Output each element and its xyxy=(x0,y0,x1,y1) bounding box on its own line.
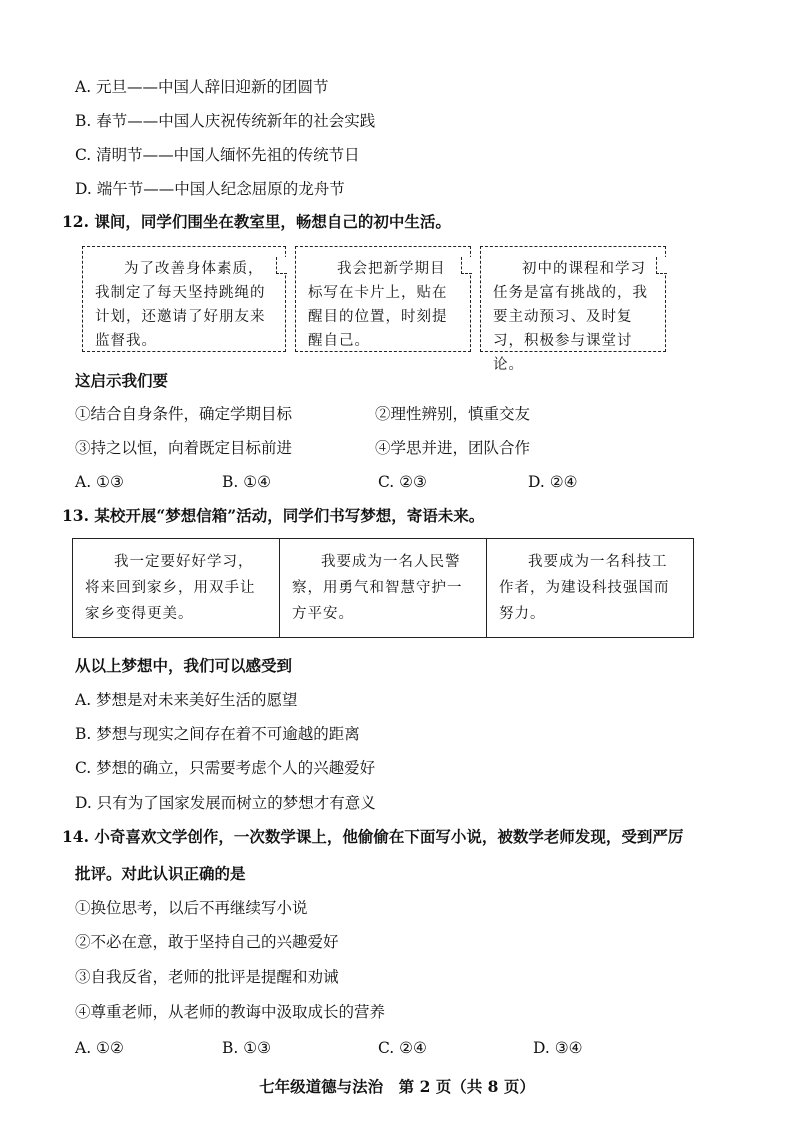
q12-item-1: ①结合自身条件，确定学期目标 xyxy=(75,405,293,423)
q14-item-2: ②不必在意，敢于坚持自己的兴趣爱好 xyxy=(75,933,339,951)
q14-stem-line2: 批评。对此认识正确的是 xyxy=(75,864,246,883)
q12-choice-d: D. ②④ xyxy=(528,473,578,491)
q13-cell-1-text: 我一定要好好学习，将来回到家乡，用双手让家乡变得更美。 xyxy=(85,554,256,622)
q13-cell-3 xyxy=(486,539,693,637)
q13-cell-2-text: 我要成为一名人民警察，用勇气和智慧守护一方平安。 xyxy=(292,554,463,622)
q13-cell-1 xyxy=(73,539,279,637)
q12-note-2-text: 我会把新学期目标写在卡片上，贴在醒目的位置，时刻提醒自己。 xyxy=(308,261,448,349)
q13-prompt: 从以上梦想中，我们可以感受到 xyxy=(75,656,293,675)
q13-option-a: A. 梦想是对未来美好生活的愿望 xyxy=(75,691,298,709)
q12-note-1-text: 为了改善身体素质，我制定了每天坚持跳绳的计划，还邀请了好朋友来监督我。 xyxy=(95,261,266,349)
q12-item-3: ③持之以恒，向着既定目标前进 xyxy=(75,439,293,457)
q12-note-3-text: 初中的课程和学习任务是富有挑战的，我要主动预习、及时复习，积极参与课堂讨论。 xyxy=(493,261,648,373)
q12-choice-c: C. ②③ xyxy=(378,473,427,491)
q13-dream-table xyxy=(72,538,694,638)
q14-choice-d: D. ③④ xyxy=(533,1039,583,1057)
q14-stem-line1: 14. 小奇喜欢文学创作，一次数学课上，他偷偷在下面写小说，被数学老师发现，受到严厉 xyxy=(62,827,684,846)
q13-option-d: D. 只有为了国家发展而树立的梦想才有意义 xyxy=(75,794,376,812)
page-footer: 七年级道德与法治 第 2 页（共 8 页） xyxy=(259,1077,535,1096)
q13-cell-2 xyxy=(279,539,486,637)
q14-choice-b: B. ①③ xyxy=(222,1039,272,1057)
q14-item-3: ③自我反省，老师的批评是提醒和劝诫 xyxy=(75,968,339,986)
q12-item-4: ④学思并进，团队合作 xyxy=(375,439,531,457)
q13-cell-3-text: 我要成为一名科技工作者，为建设科技强国而努力。 xyxy=(499,554,670,622)
q12-choice-b: B. ①④ xyxy=(222,473,272,491)
q11-option-d: D. 端午节——中国人纪念屈原的龙舟节 xyxy=(75,180,345,198)
q13-option-b: B. 梦想与现实之间存在着不可逾越的距离 xyxy=(75,725,360,743)
q14-item-1: ①换位思考，以后不再继续写小说 xyxy=(75,899,308,917)
q13-option-c: C. 梦想的确立，只需要考虑个人的兴趣爱好 xyxy=(75,759,376,777)
q14-choice-a: A. ①② xyxy=(75,1039,124,1057)
q12-choice-a: A. ①③ xyxy=(75,473,124,491)
q13-stem: 13. 某校开展“梦想信箱”活动，同学们书写梦想，寄语未来。 xyxy=(62,506,485,525)
q12-prompt: 这启示我们要 xyxy=(75,371,169,390)
q12-note-1 xyxy=(82,246,286,352)
q11-option-b: B. 春节——中国人庆祝传统新年的社会实践 xyxy=(75,112,376,130)
q12-note-3 xyxy=(480,246,666,373)
q14-choice-c: C. ②④ xyxy=(378,1039,427,1057)
q12-stem: 12. 课间，同学们围坐在教室里，畅想自己的初中生活。 xyxy=(62,212,451,231)
q11-option-c: C. 清明节——中国人缅怀先祖的传统节日 xyxy=(75,146,360,164)
q12-note-2 xyxy=(295,246,471,352)
q11-option-a: A. 元旦——中国人辞旧迎新的团圆节 xyxy=(75,78,329,96)
q14-item-4: ④尊重老师，从老师的教诲中汲取成长的营养 xyxy=(75,1003,386,1021)
q12-item-2: ②理性辨别，慎重交友 xyxy=(375,405,531,423)
